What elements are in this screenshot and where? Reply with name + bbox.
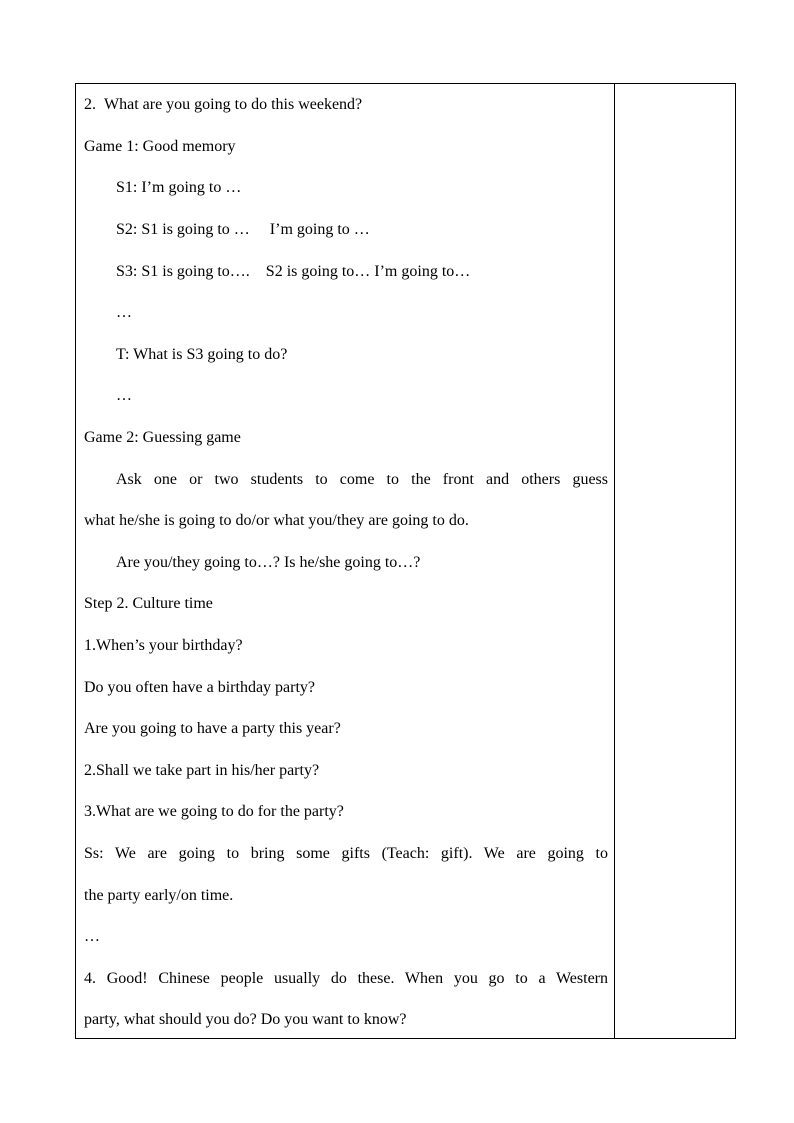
text-line: Step 2. Culture time: [84, 595, 213, 612]
text-line: Do you often have a birthday party?: [84, 679, 316, 696]
text-line: 2. What are you going to do this weekend?: [84, 96, 363, 113]
text-line: what he/she is going to do/or what you/they are going to do.: [84, 512, 469, 529]
column-divider: [614, 84, 615, 1038]
text-line: the party early/on time.: [84, 887, 234, 904]
text-line: Are you going to have a party this year?: [84, 720, 341, 737]
text-line: …: [84, 928, 100, 945]
text-line: …: [116, 304, 132, 321]
text-line: Game 1: Good memory: [84, 138, 236, 155]
text-line: S2: S1 is going to … I’m going to …: [116, 221, 370, 238]
text-line: 2.Shall we take part in his/her party?: [84, 762, 320, 779]
text-line: party, what should you do? Do you want to know?: [84, 1011, 407, 1028]
text-line: 1.When’s your birthday?: [84, 637, 243, 654]
text-line: 4. Good! Chinese people usually do these. When you go to a Western: [84, 970, 608, 987]
text-line: Ask one or two students to come to the front and others guess: [116, 471, 608, 488]
text-line: S3: S1 is going to…. S2 is going to… I’m going to…: [116, 263, 471, 280]
text-line: Game 2: Guessing game: [84, 429, 241, 446]
text-line: Are you/they going to…? Is he/she going to…?: [116, 554, 421, 571]
text-line: S1: I’m going to …: [116, 179, 242, 196]
text-line: Ss: We are going to bring some gifts (Teach: gift). We are going to: [84, 845, 608, 862]
text-line: 3.What are we going to do for the party?: [84, 803, 344, 820]
lesson-table: [75, 83, 736, 1039]
text-line: …: [116, 387, 132, 404]
text-line: T: What is S3 going to do?: [116, 346, 288, 363]
